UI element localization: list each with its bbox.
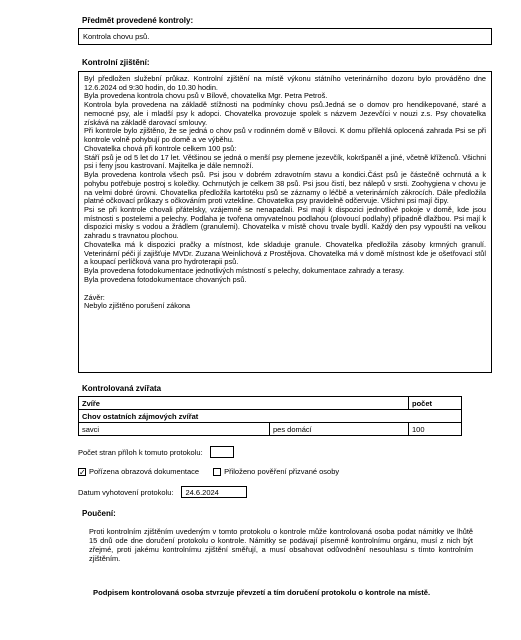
issue-date-row [78,486,247,498]
attachments-label: Počet stran příloh k tomuto protokolu: [78,447,203,457]
findings-paragraph: Chovatelka chová při kontrole celkem 100 psů: [84,143,237,153]
findings-box [78,71,492,373]
table-header-row [79,397,462,410]
findings-paragraph: Psi se při kontrole chovali přátelsky, vzájemně se nenapadali. Psi mají k dispozici jednotlivé pokoje v domě, kde jsou místnosti s postelemi a pelechy. Podlaha je tvořena omyvatelnou podlahou (plovoucí podlahy) případně dlažbou. Psi mají k dispozici misky s vodou a žrádlem (granulemi). Chovatelka v místě chovu trvale bydlí. Každý den psy vypouští na velkou zahradu s travnatou plochou. [84,205,486,241]
subject-value: Kontrola chovu psů. [83,32,150,41]
authorization-checkbox[interactable] [213,468,221,476]
findings-paragraph: Při kontrole bylo zjištěno, že se jedná o chov psů v rodinném domě v Bílovci. K domu přilehlá oplocená zahrada Psi se při kontrole volně pohybují po domě a ve výběhu. [84,126,486,145]
findings-paragraph: Byla provedena kontrola chovu psů v Bílově, chovatelka Mgr. Petra Petroš. [84,91,328,101]
conclusion-text: Nebylo zjištěno porušení zákona [84,301,191,311]
footer-text: Podpisem kontrolovaná osoba stvrzuje převzetí a tím doručení protokolu o kontrole na místě. [93,588,431,597]
findings-paragraph: Kontrola byla provedena na základě stížnosti na podmínky chovu psů.Jedná se o domov pro hendikepované, staré a nemocné psy, ale i mladší psy k adopci. Chovatelka provozuje spolek s názvem Jezevčíci v nouzi z.s. Psy chovatelka získává na základě darovací smlouvy. [84,100,486,127]
attachments-row [78,446,234,458]
header-count: počet [409,397,462,410]
findings-paragraph: Byla provedena fotodokumentace jednotlivých místností s pelechy, dokumentace zahrady a terasy. [84,266,405,276]
authorization-label: Přiloženo pověření přizvané osoby [224,467,340,476]
animal-name: savci [79,423,270,436]
animal-type: pes domácí [270,423,409,436]
category-label: Chov ostatních zájmových zvířat [79,410,462,423]
animal-count: 100 [409,423,462,436]
photo-doc-checkbox[interactable]: ✓ [79,467,86,477]
findings-paragraph: Chovatelka má k dispozici pračky a místnost, kde skladuje granule. Chovatelka předložila zásoby krmných granulí. Veterinární péči jí zajišťuje MVDr. Zuzana Weinlichová z Prostějova. Chovatelka má v domě místnost kde je ošetřovací stůl a koupací perlíčková vana pro hydroterapii psů. [84,239,486,267]
photo-doc-label: Pořízena obrazová dokumentace [89,467,200,476]
issue-date-field[interactable]: 24.6.2024 [181,486,247,498]
table-category-row [79,410,462,423]
subject-title: Předmět provedené kontroly: [82,16,194,25]
checkbox-row [78,467,339,476]
animals-table [78,396,462,436]
conclusion-label: Závěr: [84,292,105,302]
findings-paragraph: Byl předložen služební průkaz. Kontrolní zjištění na místě výkonu státního veterinárního dozoru bylo prováděno dne 12.6.2024 od 9:30 hodin, do 10.30 hodin. [84,74,486,92]
issue-date-label: Datum vyhotovení protokolu: [78,487,174,497]
subject-box [78,28,492,45]
instruction-text: Proti kontrolním zjištěním uvedeným v tomto protokolu o kontrole může kontrolovaná osoba podat námitky ve lhůtě 15 dnů ode dne doručení protokolu o kontrole. Námitky se podávají písemně kontrolnímu orgánu, musí z nich být zřejmé, proti jakému kontrolnímu zjištění směřují, a musí obsahovat odůvodnění nesouhlasu s tímto kontrolním zjištěním. [89,527,473,563]
findings-paragraph: Stáří psů je od 5 let do 17 let. Většinou se jedná o menší psy plemene jezevčík, kokršpaněl a jiné, včetně kříženců. Všichni psi i feny jsou kastrovaní. Majitelka je dále nemnoží. [84,152,486,171]
instruction-title: Poučení: [82,509,116,518]
findings-paragraph: Byla provedena fotodokumentace chovaných psů. [84,274,247,284]
attachments-field[interactable] [210,446,234,458]
table-row [79,423,462,436]
findings-title: Kontrolní zjištění: [82,58,150,67]
findings-paragraph: Byla provedena kontrola všech psů. Psi jsou v dobrém zdravotním stavu a kondici.Část psů je částečně ochrnutá a k pohybu potřebuje postroj s kolečky. Ochrnutých je celkem 38 psů. Psi jsou čistí, bez nálepů v srsti. Zoohygiena v chovu je na velmi dobré úrovni. Chovatelka předložila kartotéku psů se záznamy o léčbě a veterinárních zákrocích. Dále předložila platné očkovací průkazy s očkováním proti vztekline. Chovatelka psy pravidelně odčervuje. Všichni psi mají čipy. [84,170,486,206]
header-species: Zvíře [79,397,409,410]
animals-title: Kontrolovaná zvířata [82,384,162,393]
